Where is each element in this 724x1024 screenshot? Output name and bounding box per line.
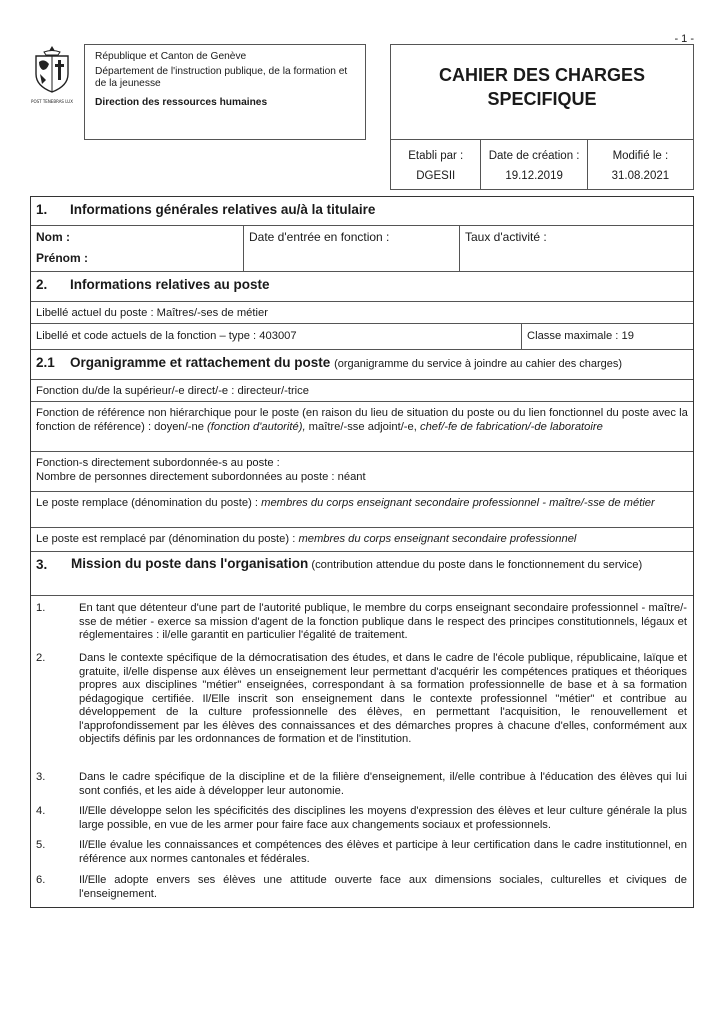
subordonnees: Fonction-s directement subordonnée-s au poste : Nombre de personnes directement subordonnées au poste : néant [31,451,693,491]
org-department: Département de l'instruction publique, de la formation et de la jeunesse [95,65,348,89]
document-meta [390,140,694,190]
classe-max: Classe maximale : 19 [527,330,634,342]
section-2-1-heading: 2.1 Organigramme et rattachement du poste (organigramme du service à joindre au cahier des charges) [31,349,693,379]
mission-list: 1. En tant que détenteur d'une part de l'autorité publique, le membre du corps enseignant secondaire professionnel - maître/-sse de métier - exerce sa mission d'agent de la fonction publique dans le respect des principes constitutionnels, légaux et réglementaires : il/elle garantit en particulier l'égalité de traitement. 2. Dans le contexte spécifique de la démocratisation des études, et dans le cadre de l'école publique, républicaine, laïque et gratuite, il/elle dispense aux élèves un enseignement leur permettant d'acquérir les compétences pratiques et théoriques propres aux disciplines "métier" enseignées, correspondant à sa formation professionnelle de base et à sa formation pédagogique certifiée. Il/Elle inscrit son enseignement dans le contexte professionnel "métier" et contribue au développement de la culture professionnelle des élèves, en permettant l'acquisition, le renouvellement et l'approfondissement par les élèves des connaissances et des démarches propres à chacune d'elles, conformément aux objectifs définis par les ordonnances de formation et de l'institution. 3. Dans le cadre spécifique de la discipline et de la filière d'enseignement, il/elle contribue à l'éducation des élèves qui lui sont confiés, et les aide à développer leur autonomie. 4. Il/Elle développe selon les spécificités des disciplines les moyens d'expression des élèves et leur culture générale la plus large possible, en vue de les armer pour faire face aux changements sociaux et professionnels. 5. Il/Elle évalue les connaissances et compétences des élèves et participe à leur certification dans le cadre institutionnel, en référence aux normes cantonales et fédérales. 6. Il/Elle adopte envers ses élèves une attitude ouverte face aux dimensions sociales, culturelles et civiques de l'enseignement. [31,595,693,907]
section-2-heading: 2. Informations relatives au poste [31,271,693,301]
title-line-2: SPECIFIQUE [487,89,597,109]
libelle-poste: Libellé actuel du poste : Maîtres/-ses de métier [31,301,693,323]
section-1-heading: 1. Informations générales relatives au/à la titulaire [36,202,376,217]
logo-caption: POST TENEBRAS LUX [31,99,73,104]
poste-remplace-par: Le poste est remplacé par (dénomination du poste) : membres du corps enseignant secondaire professionnel [31,527,693,551]
form-table [30,196,694,908]
identity-row [31,225,693,271]
taux-label: Taux d'activité : [465,230,547,244]
meta-creation: Date de création : 19.12.2019 [480,140,586,189]
prenom-label: Prénom : [36,251,89,265]
date-entree-label: Date d'entrée en fonction : [249,230,390,244]
fonction-superieur: Fonction du/de la supérieur/-e direct/-e : directeur/-trice [31,379,693,401]
title-line-1: CAHIER DES CHARGES [438,65,646,85]
coat-of-arms-logo [30,44,74,106]
nom-label: Nom : [36,230,70,244]
fonction-reference: Fonction de référence non hiérarchique pour le poste (en raison du lieu de situation du poste ou du lien fonctionnel du poste avec la fonction de référence) : doyen/-ne (fonction d'autorité), maître/-sse adjoint/-e, chef/-fe de fabrication/-de laboratoire [31,401,693,451]
poste-remplace: Le poste remplace (dénomination du poste) : membres du corps enseignant secondaire professionnel - maître/-sse de métier [31,491,693,527]
org-direction: Direction des ressources humaines [95,96,268,108]
org-republic: République et Canton de Genève [95,51,247,62]
section-3-heading: 3. Mission du poste dans l'organisation (contribution attendue du poste dans le fonctionnement du service) [31,551,693,595]
page-number: - 1 - [674,33,694,45]
libelle-code: Libellé et code actuels de la fonction – type : 403007 [36,330,297,342]
meta-etabli: Etabli par : DGESII [408,150,464,182]
meta-modifie: Modifié le : 31.08.2021 [587,140,693,189]
libelle-code-row [31,323,693,349]
organisation-box [84,44,366,140]
document-title [390,44,694,140]
